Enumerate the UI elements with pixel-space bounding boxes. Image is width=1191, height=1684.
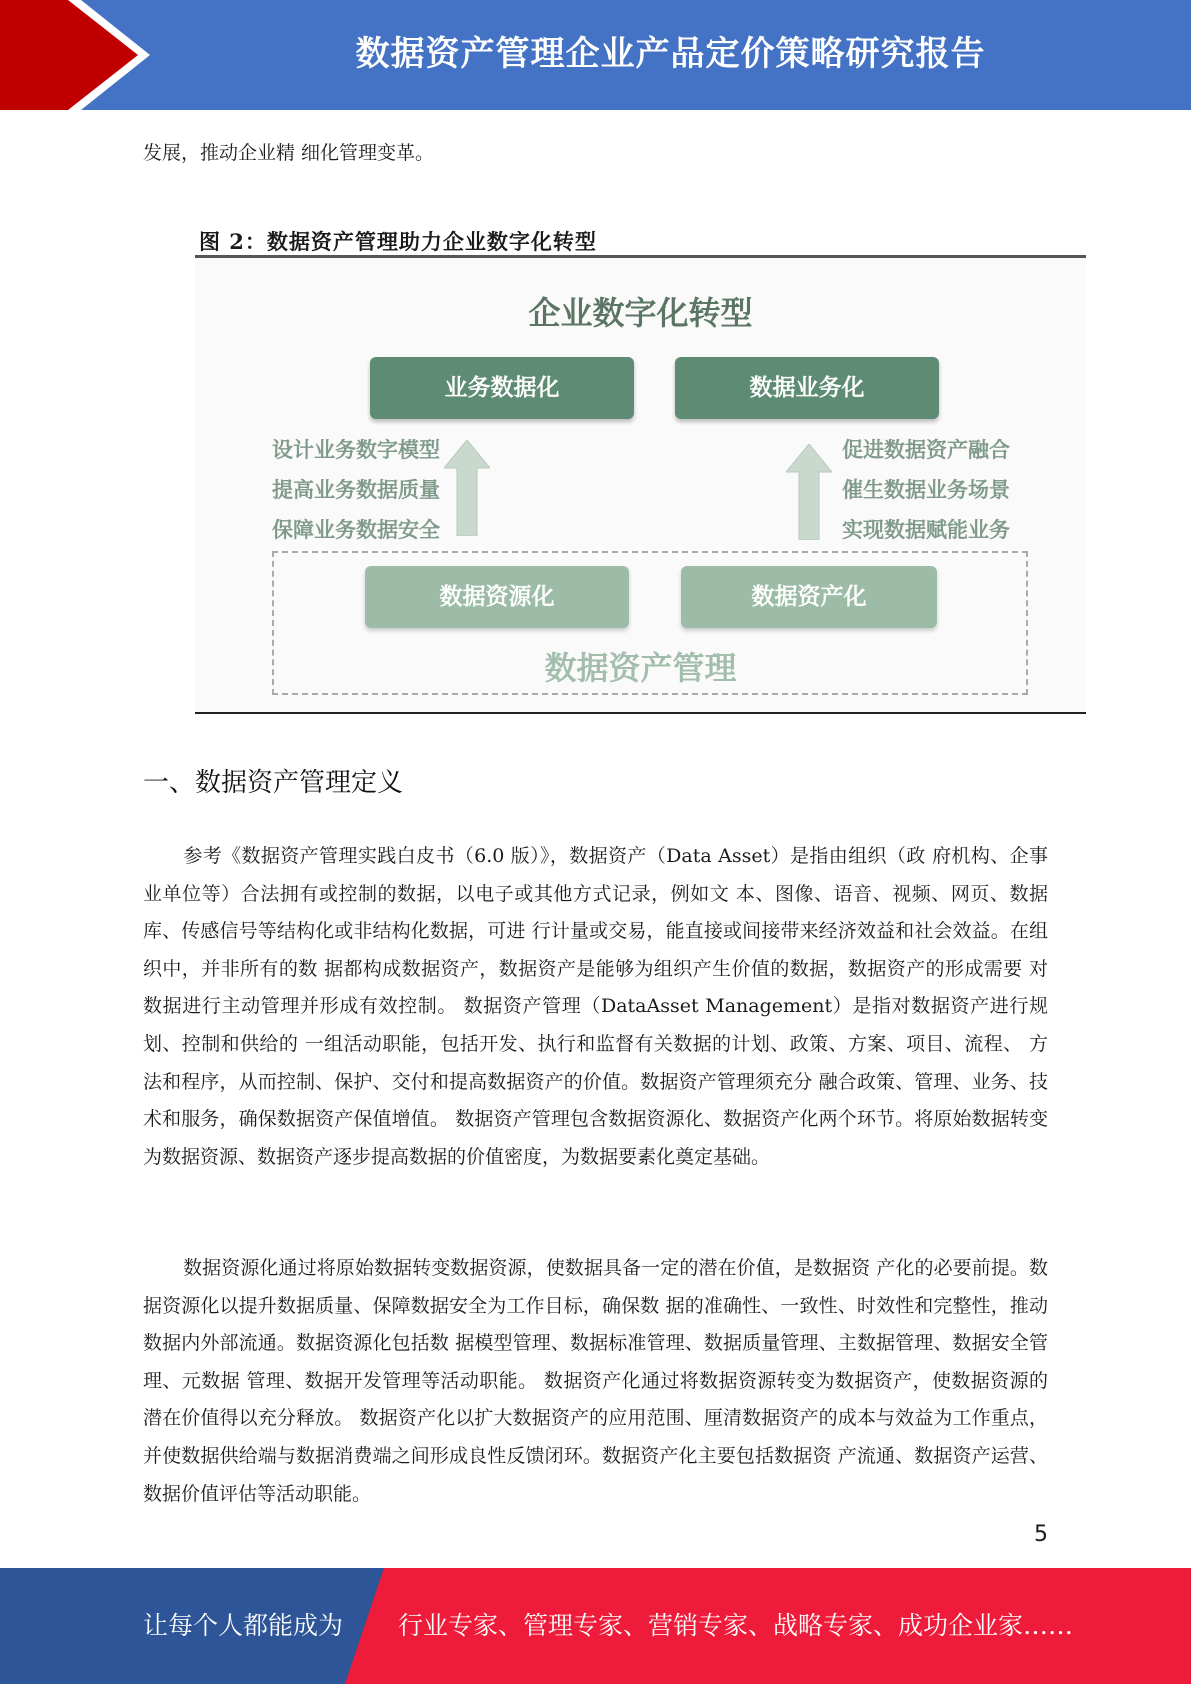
footer-slogan-right: 行业专家、管理专家、营销专家、战略专家、成功企业家…… — [398, 1611, 1074, 1640]
paragraph-resourcification — [143, 1250, 1048, 1513]
right-benefit-item: 催生数据业务场景 — [842, 478, 1010, 502]
footer-slogan-left: 让每个人都能成为 — [143, 1611, 344, 1640]
up-arrow-icon — [444, 440, 490, 536]
continued-text: 发展，推动企业精 细化管理变革。 — [143, 142, 435, 164]
page-footer — [0, 1568, 1191, 1684]
left-benefit-item: 提高业务数据质量 — [272, 478, 440, 502]
left-benefit-list — [272, 430, 440, 550]
figure-2 — [195, 218, 1086, 714]
right-benefit-item: 实现数据赋能业务 — [842, 518, 1010, 542]
right-benefit-list — [842, 430, 1010, 550]
report-title: 数据资产管理企业产品定价策略研究报告 — [355, 34, 986, 74]
box-data-assetization: 数据资产化 — [681, 566, 937, 628]
figure-caption: 图 2：数据资产管理助力企业数字化转型 — [199, 229, 597, 254]
figure-main-title: 企业数字化转型 — [528, 294, 753, 332]
box-data-businessification: 数据业务化 — [675, 357, 939, 419]
paragraph-text: 数据资源化通过将原始数据转变数据资源，使数据具备一定的潜在价值，是数据资 产化的必要前提。数据资源化以提升数据质量、保障数据安全为工作目标，确保数 据的准确性、一致性、时效性和完整性，推动数据内外部流通。数据资源化包括数 据模型管理、数据标准管理、数据质量管理、主数据管理、数据安全管理、元数据 管理、数据开发管理等活动职能。 数据资产化通过将数据资源转变为数据资产，使数据资源的潜在价值得以充分释放。 数据资产化以扩大数据资产的应用范围、厘清数据资产的成本与效益为工作重点， 并使数据供给端与数据消费端之间形成良性反馈闭环。数据资产化主要包括数据资 产流通、数据资产运营、数据价值评估等活动职能。 — [143, 1257, 1048, 1505]
left-benefit-item: 保障业务数据安全 — [272, 518, 440, 542]
figure-bottom-rule — [195, 712, 1086, 714]
page-number: 5 — [1034, 1522, 1048, 1547]
up-arrow-icon — [786, 444, 832, 540]
page-header — [0, 0, 1191, 110]
section-heading: 一、数据资产管理定义 — [143, 768, 404, 798]
paragraph-definition — [143, 838, 1048, 1176]
left-benefit-item: 设计业务数字模型 — [272, 438, 440, 462]
box-data-resourcification: 数据资源化 — [365, 566, 629, 628]
right-benefit-item: 促进数据资产融合 — [842, 438, 1010, 462]
figure-bottom-title: 数据资产管理 — [544, 649, 737, 687]
header-chevron-logo — [0, 0, 140, 110]
paragraph-text: 参考《数据资产管理实践白皮书（6.0 版）》，数据资产（Data Asset）是指由组织（政 府机构、企事业单位等）合法拥有或控制的数据，以电子或其他方式记录，例如文 本、图像、语音、视频、网页、数据库、传感信号等结构化或非结构化数据，可进 行计量或交易，能直接或间接带来经济效益和社会效益。在组织中，并非所有的数 据都构成数据资产，数据资产是能够为组织产生价值的数据，数据资产的形成需要 对数据进行主动管理并形成有效控制。 数据资产管理（DataAsset Management）是指对数据资产进行规划、控制和供给的 一组活动职能，包括开发、执行和监督有关数据的计划、政策、方案、项目、流程、 方法和程序，从而控制、保护、交付和提高数据资产的价值。数据资产管理须充分 融合政策、管理、业务、技术和服务，确保数据资产保值增值。 数据资产管理包含数据资源化、数据资产化两个环节。将原始数据转变为数据资源、数据资产逐步提高数据的价值密度，为数据要素化奠定基础。 — [143, 845, 1048, 1168]
box-business-datafication: 业务数据化 — [370, 357, 634, 419]
